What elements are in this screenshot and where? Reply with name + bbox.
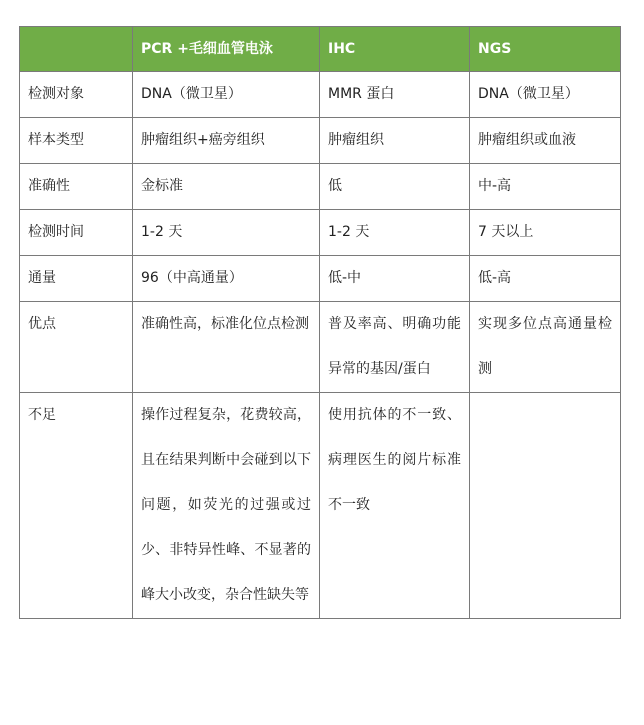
row-label: 不足 [20, 393, 133, 619]
table-cell [470, 302, 621, 393]
row-label: 检测对象 [20, 72, 133, 118]
header-row [20, 27, 621, 72]
table-cell [320, 302, 470, 393]
table-cell: DNA（微卫星） [133, 72, 320, 118]
table-cell [470, 393, 621, 619]
row-label: 检测时间 [20, 210, 133, 256]
table-row [20, 210, 621, 256]
header-cell-pcr: PCR +毛细血管电泳 [133, 27, 320, 72]
table-cell: 1-2 天 [133, 210, 320, 256]
table-cell: 肿瘤组织 [320, 118, 470, 164]
header-cell-ihc: IHC [320, 27, 470, 72]
table-cell [133, 393, 320, 619]
header-cell-ngs: NGS [470, 27, 621, 72]
cell-text: 准确性高，标准化位点检测 [141, 316, 309, 332]
table-cell: 7 天以上 [470, 210, 621, 256]
table-row [20, 256, 621, 302]
table-cell [320, 393, 470, 619]
table-cell: 肿瘤组织或血液 [470, 118, 621, 164]
table-row [20, 164, 621, 210]
table-cell [133, 302, 320, 393]
table-cell: 低-中 [320, 256, 470, 302]
row-label: 优点 [20, 302, 133, 393]
table-cell: 中-高 [470, 164, 621, 210]
cell-text: 普及率高、明确功能异常的基因/蛋白 [328, 316, 461, 377]
comparison-table [19, 26, 621, 619]
table-cell: MMR 蛋白 [320, 72, 470, 118]
table-cell: 金标准 [133, 164, 320, 210]
header-cell-empty [20, 27, 133, 72]
table-cell: 1-2 天 [320, 210, 470, 256]
cell-text: 操作过程复杂，花费较高，且在结果判断中会碰到以下问题，如荧光的过强或过少、非特异性峰、不显著的峰大小改变，杂合性缺失等 [141, 407, 311, 603]
row-label: 样本类型 [20, 118, 133, 164]
table-cell: 96（中高通量） [133, 256, 320, 302]
cell-text: 使用抗体的不一致、病理医生的阅片标准不一致 [328, 407, 461, 513]
row-label: 准确性 [20, 164, 133, 210]
row-label: 通量 [20, 256, 133, 302]
table-row [20, 118, 621, 164]
table-row [20, 393, 621, 619]
table-row [20, 302, 621, 393]
table-cell: DNA（微卫星） [470, 72, 621, 118]
cell-text: 实现多位点高通量检测 [478, 316, 612, 377]
table-row [20, 72, 621, 118]
table-cell: 低 [320, 164, 470, 210]
table-cell: 肿瘤组织+癌旁组织 [133, 118, 320, 164]
table-cell: 低-高 [470, 256, 621, 302]
